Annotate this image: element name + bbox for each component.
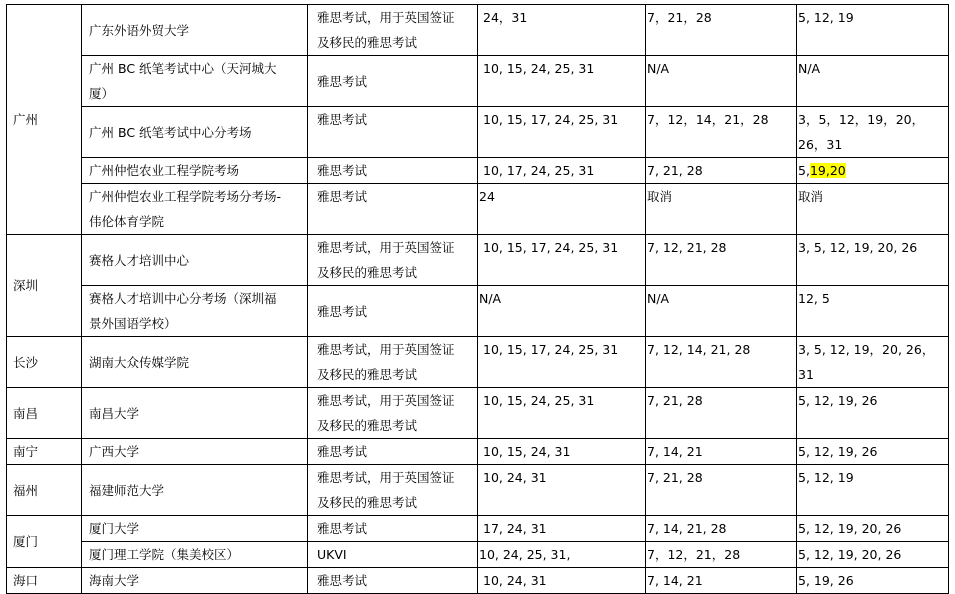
dates-month3-cell: 取消 — [797, 184, 949, 235]
exam-type-cell: 雅思考试 — [308, 516, 478, 542]
table-row — [7, 107, 949, 158]
exam-type-cell: 雅思考试，用于英国签证 及移民的雅思考试 — [308, 337, 478, 388]
venue-cell: 广西大学 — [82, 439, 308, 465]
dates-month1-cell: 10, 24, 25, 31, — [478, 542, 646, 568]
dates-month2-cell: 7, 14, 21, 28 — [646, 516, 797, 542]
dates-month3-cell: 5, 19, 26 — [797, 568, 949, 594]
exam-type-cell: 雅思考试 — [308, 286, 478, 337]
exam-type-cell: 雅思考试 — [308, 184, 478, 235]
city-cell: 福州 — [7, 465, 82, 516]
table-row — [7, 56, 949, 107]
city-cell: 海口 — [7, 568, 82, 594]
table-row — [7, 158, 949, 184]
dates-month1-cell: 10, 15, 24, 25, 31 — [478, 56, 646, 107]
dates-month3-cell: 3, 5, 12, 19，20, 26， 31 — [797, 337, 949, 388]
venue-cell: 赛格人才培训中心分考场（深圳福 景外国语学校） — [82, 286, 308, 337]
city-cell: 深圳 — [7, 235, 82, 337]
exam-type-cell: 雅思考试 — [308, 439, 478, 465]
table-row — [7, 337, 949, 388]
dates-month2-cell: 7，12，14，21，28 — [646, 107, 797, 158]
dates-month3-cell: 12, 5 — [797, 286, 949, 337]
exam-type-cell: 雅思考试，用于英国签证 及移民的雅思考试 — [308, 388, 478, 439]
dates-month2-cell: 7, 14, 21 — [646, 439, 797, 465]
dates-month2-cell: 7，12，21，28 — [646, 542, 797, 568]
dates-month2-cell: 取消 — [646, 184, 797, 235]
table-row — [7, 5, 949, 56]
dates-month1-cell: N/A — [478, 286, 646, 337]
dates-month2-cell: 7, 21, 28 — [646, 388, 797, 439]
venue-cell: 厦门理工学院（集美校区） — [82, 542, 308, 568]
table-row — [7, 439, 949, 465]
dates-month3-cell: 5, 12, 19, 20, 26 — [797, 516, 949, 542]
dates-month2-cell: 7, 21, 28 — [646, 158, 797, 184]
dates-month1-cell: 10, 24, 31 — [478, 568, 646, 594]
table-row — [7, 388, 949, 439]
dates-month1-cell: 10, 15, 17, 24, 25, 31 — [478, 235, 646, 286]
venue-cell: 广州仲恺农业工程学院考场分考场- 伟伦体育学院 — [82, 184, 308, 235]
exam-schedule-table — [6, 4, 949, 594]
city-cell: 南昌 — [7, 388, 82, 439]
dates-month2-cell: 7，21，28 — [646, 5, 797, 56]
table-row — [7, 465, 949, 516]
dates-month2-cell: 7, 12, 21, 28 — [646, 235, 797, 286]
venue-cell: 赛格人才培训中心 — [82, 235, 308, 286]
dates-month1-cell: 17, 24, 31 — [478, 516, 646, 542]
dates-month1-cell: 10, 15, 17, 24, 25, 31 — [478, 107, 646, 158]
table-row — [7, 516, 949, 542]
dates-month3-cell: 5, 12, 19, 20, 26 — [797, 542, 949, 568]
venue-cell: 福建师范大学 — [82, 465, 308, 516]
venue-cell: 厦门大学 — [82, 516, 308, 542]
exam-type-cell: UKVI — [308, 542, 478, 568]
dates-month1-cell: 10, 24, 31 — [478, 465, 646, 516]
dates-month2-cell: 7, 12, 14, 21, 28 — [646, 337, 797, 388]
exam-type-cell: 雅思考试，用于英国签证 及移民的雅思考试 — [308, 465, 478, 516]
dates-month3-cell: 5,19,20 — [797, 158, 949, 184]
dates-month3-cell: 5, 12, 19 — [797, 5, 949, 56]
dates-month3-cell: 3, 5, 12, 19, 20, 26 — [797, 235, 949, 286]
table-row — [7, 542, 949, 568]
exam-type-cell: 雅思考试，用于英国签证 及移民的雅思考试 — [308, 235, 478, 286]
highlighted-dates: 19,20 — [809, 163, 846, 178]
venue-cell: 广东外语外贸大学 — [82, 5, 308, 56]
dates-month3-cell: 5, 12, 19 — [797, 465, 949, 516]
exam-type-cell: 雅思考试 — [308, 158, 478, 184]
dates-month1-cell: 24 — [478, 184, 646, 235]
dates-month3-cell: 3，5，12，19，20， 26，31 — [797, 107, 949, 158]
dates-month2-cell: 7, 21, 28 — [646, 465, 797, 516]
dates-month1-cell: 10, 17, 24, 25, 31 — [478, 158, 646, 184]
dates-month3-cell: 5, 12, 19, 26 — [797, 439, 949, 465]
table-row — [7, 184, 949, 235]
dates-month2-cell: N/A — [646, 56, 797, 107]
city-cell: 厦门 — [7, 516, 82, 568]
dates-month3-cell: 5, 12, 19, 26 — [797, 388, 949, 439]
exam-type-cell: 雅思考试 — [308, 56, 478, 107]
venue-cell: 广州 BC 纸笔考试中心（天河城大 厦） — [82, 56, 308, 107]
dates-month3-cell: N/A — [797, 56, 949, 107]
dates-month1-cell: 24，31 — [478, 5, 646, 56]
table-row — [7, 568, 949, 594]
dates-month1-cell: 10, 15, 24, 31 — [478, 439, 646, 465]
table-row — [7, 286, 949, 337]
venue-cell: 海南大学 — [82, 568, 308, 594]
venue-cell: 湖南大众传媒学院 — [82, 337, 308, 388]
exam-type-cell: 雅思考试 — [308, 568, 478, 594]
city-cell: 广州 — [7, 5, 82, 235]
venue-cell: 南昌大学 — [82, 388, 308, 439]
city-cell: 长沙 — [7, 337, 82, 388]
venue-cell: 广州仲恺农业工程学院考场 — [82, 158, 308, 184]
dates-month2-cell: N/A — [646, 286, 797, 337]
venue-cell: 广州 BC 纸笔考试中心分考场 — [82, 107, 308, 158]
city-cell: 南宁 — [7, 439, 82, 465]
exam-type-cell: 雅思考试，用于英国签证 及移民的雅思考试 — [308, 5, 478, 56]
exam-type-cell: 雅思考试 — [308, 107, 478, 158]
table-row — [7, 235, 949, 286]
dates-month2-cell: 7, 14, 21 — [646, 568, 797, 594]
dates-month1-cell: 10, 15, 17, 24, 25, 31 — [478, 337, 646, 388]
dates-month1-cell: 10, 15, 24, 25, 31 — [478, 388, 646, 439]
